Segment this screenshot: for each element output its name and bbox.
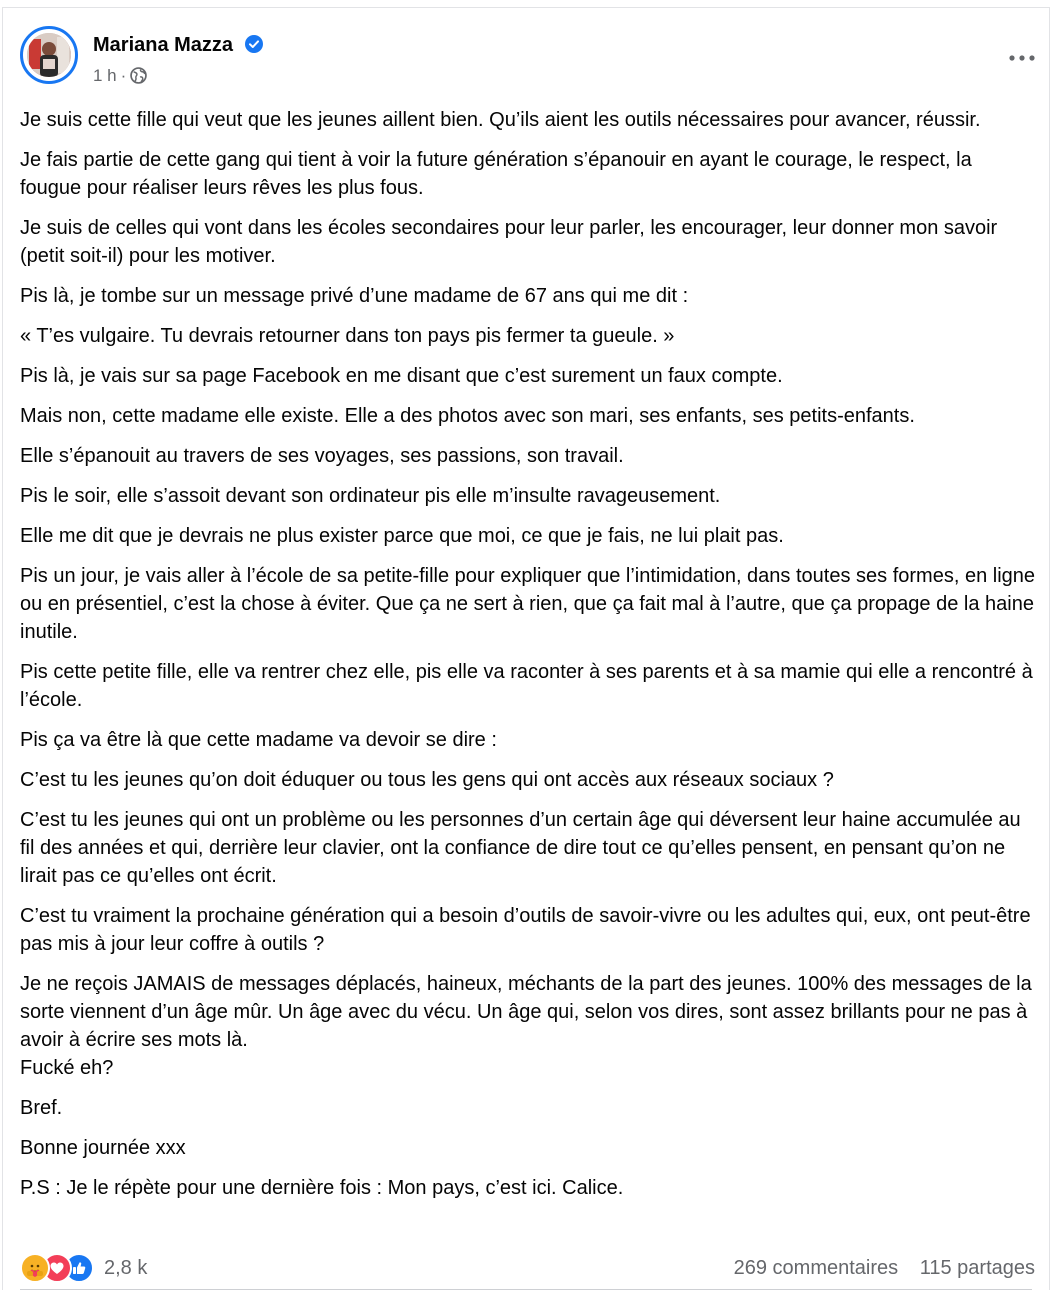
- post-paragraph: Je ne reçois JAMAIS de messages déplacés, haineux, méchants de la part des jeunes. 100% des messages de la sorte viennent d’un âge mûr. Un âge avec du vécu. Un âge qui, selon vos dires, sont assez brillants pour ne pas à avoir à écrire ses mots là.: [20, 973, 1032, 1051]
- post-header: [20, 26, 1040, 86]
- post-paragraph: Je fais partie de cette gang qui tient à voir la future génération s’épanouir en ayant le courage, le respect, la fougue pour réaliser leurs rêves les plus fous.: [20, 149, 972, 199]
- post-paragraph: Pis un jour, je vais aller à l’école de sa petite-fille pour expliquer que l’intimidation, dans toutes ses formes, en ligne ou en présentiel, c’est la chose à éviter. Que ça ne sert à rien, que ça fait mal à l’autre, que ça propage de la haine inutile.: [20, 565, 1035, 643]
- engagement-links: [734, 1257, 1035, 1280]
- author-name[interactable]: [93, 34, 263, 59]
- shares-count[interactable]: 115 partages: [919, 1257, 1035, 1279]
- post-paragraph: C’est tu les jeunes qu’on doit éduquer ou tous les gens qui ont accès aux réseaux sociaux ?: [20, 769, 834, 791]
- post-paragraph: « T’es vulgaire. Tu devrais retourner dans ton pays pis fermer ta gueule. »: [20, 325, 675, 347]
- post-paragraph: C’est tu vraiment la prochaine génération qui a besoin d’outils de savoir-vivre ou les adultes qui, eux, ont peut-être pas mis à jour leur coffre à outils ?: [20, 905, 1031, 955]
- post-paragraph: C’est tu les jeunes qui ont un problème ou les personnes d’un certain âge qui déversent leur haine accumulée au fil des années et qui, derrière leur clavier, ont la confiance de dire tout ce qu’elles pensent, en pensant qu’on ne lirait pas ce qu’elles ont écrit.: [20, 809, 1021, 887]
- post-paragraph: Je suis cette fille qui veut que les jeunes aillent bien. Qu’ils aient les outils nécessaires pour avancer, réussir.: [20, 109, 981, 131]
- post-paragraph: Bref.: [20, 1097, 63, 1119]
- more-options-icon[interactable]: [1004, 46, 1040, 70]
- post-paragraph: Pis le soir, elle s’assoit devant son ordinateur pis elle m’insulte ravageusement.: [20, 485, 721, 507]
- profile-avatar[interactable]: [20, 26, 78, 84]
- post-text: [20, 106, 1035, 1214]
- post-timestamp[interactable]: 1 h: [93, 66, 117, 85]
- post-paragraph: Mais non, cette madame elle existe. Elle a des photos avec son mari, ses enfants, ses petits-enfants.: [20, 405, 915, 427]
- post-footer: [20, 1251, 1035, 1285]
- post-paragraph: Pis ça va être là que cette madame va devoir se dire :: [20, 729, 497, 751]
- post-paragraph: Je suis de celles qui vont dans les écoles secondaires pour leur parler, les encourager, leur donner mon savoir (petit soit-il) pour les motiver.: [20, 217, 998, 267]
- verified-badge-icon: [245, 35, 263, 59]
- globe-icon[interactable]: [130, 67, 147, 89]
- post-paragraph: Pis cette petite fille, elle va rentrer chez elle, pis elle va raconter à ses parents et à sa mamie qui elle a rencontré à l’école.: [20, 661, 1033, 711]
- post-paragraph: Fucké eh?: [20, 1057, 114, 1079]
- post-paragraph: Elle me dit que je devrais ne plus exister parce que moi, ce que je fais, ne lui plait pas.: [20, 525, 784, 547]
- comments-count[interactable]: 269 commentaires: [733, 1257, 899, 1279]
- avatar-image: [27, 33, 71, 77]
- post-paragraph: P.S : Je le répète pour une dernière fois : Mon pays, c’est ici. Calice.: [20, 1177, 624, 1199]
- reactions-summary[interactable]: [20, 1253, 147, 1283]
- post-card: [2, 7, 1050, 1290]
- post-paragraph: Pis là, je tombe sur un message privé d’une madame de 67 ans qui me dit :: [20, 285, 689, 307]
- post-paragraph: Bonne journée xxx: [20, 1137, 186, 1159]
- post-meta: [93, 66, 147, 89]
- reaction-count[interactable]: 2,8 k: [104, 1256, 148, 1279]
- care-icon: [20, 1253, 50, 1283]
- post-paragraph: Elle s’épanouit au travers de ses voyages, ses passions, son travail.: [20, 445, 624, 467]
- post-paragraph: Pis là, je vais sur sa page Facebook en me disant que c’est surement un faux compte.: [20, 365, 783, 387]
- footer-divider: [20, 1289, 1032, 1290]
- author-name-text[interactable]: Mariana Mazza: [93, 34, 234, 56]
- meta-separator: ·: [120, 66, 127, 85]
